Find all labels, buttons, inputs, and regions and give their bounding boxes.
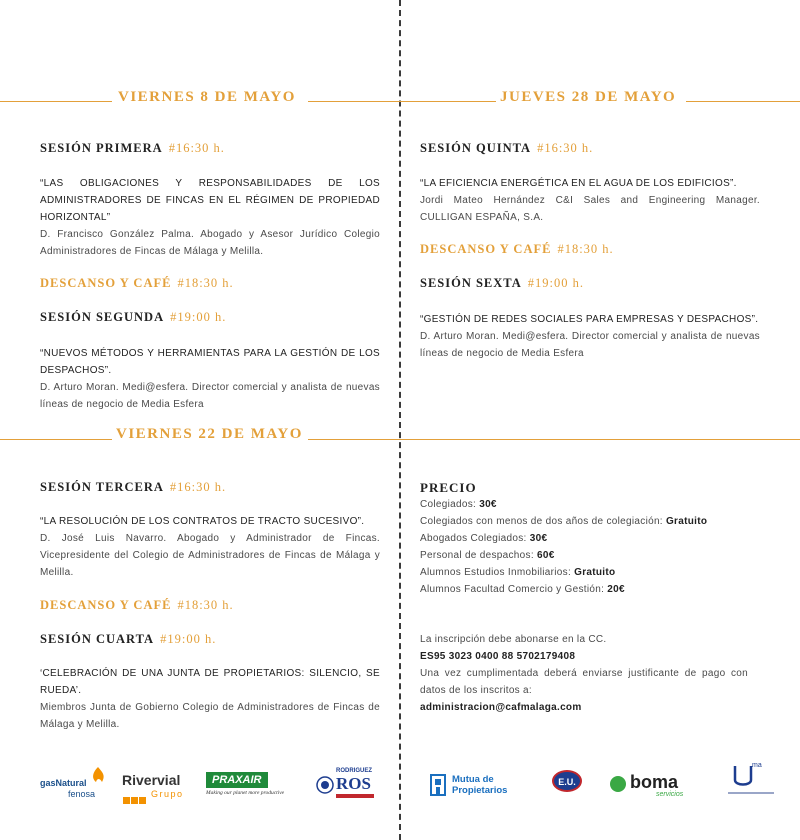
break-day1	[40, 276, 234, 291]
payment-info	[420, 631, 748, 716]
rule-day3-left	[0, 439, 112, 440]
price-value: Gratuito	[574, 567, 616, 578]
payment-instructions: Una vez cumplimentada deberá enviarse justificante de pago con datos de los inscritos a:	[420, 668, 748, 696]
eu-text: E.U.	[558, 777, 576, 787]
session-tercera	[40, 480, 226, 495]
session-name: SESIÓN PRIMERA	[40, 141, 163, 155]
break-name: DESCANSO Y CAFÉ	[40, 598, 172, 612]
break-time: #18:30 h.	[177, 276, 234, 290]
rivervial-grupo: Grupo	[151, 789, 184, 799]
session-name: SESIÓN SEGUNDA	[40, 310, 165, 324]
talk-speaker: D. Arturo Moran. Medi@esfera. Director comercial y analista de nuevas líneas de negocio de Media Esfera	[40, 382, 380, 410]
uma-emblem-icon	[732, 764, 754, 790]
talk-title: ‘CELEBRACIÓN DE UNA JUNTA DE PROPIETARIOS: SILENCIO, SE RUEDA’.	[40, 668, 380, 696]
talk-quinta	[420, 175, 760, 226]
break-time: #18:30 h.	[557, 242, 614, 256]
talk-speaker: D. Francisco González Palma. Abogado y Asesor Jurídico Colegio Administradores de Fincas de Málaga y Melilla.	[40, 229, 380, 257]
ros-red-bar	[336, 794, 374, 798]
talk-title: “LA RESOLUCIÓN DE LOS CONTRATOS DE TRACTO SUCESIVO”.	[40, 516, 365, 527]
talk-speaker: Miembros Junta de Gobierno Colegio de Administradores de Fincas de Málaga y Melilla.	[40, 702, 380, 730]
contact-email[interactable]: administracion@cafmalaga.com	[420, 702, 582, 713]
talk-speaker: Jordi Mateo Hernández C&I Sales and Engineering Manager. CULLIGAN ESPAÑA, S.A.	[420, 195, 760, 223]
day-header-viernes-22: VIERNES 22 DE MAYO	[112, 426, 307, 443]
boma-servicios: servicios	[656, 791, 684, 798]
talk-title: “LAS OBLIGACIONES Y RESPONSABILIDADES DE LOS ADMINISTRADORES DE FINCAS EN EL RÉGIMEN DE PROPIEDAD HORIZONTAL”	[40, 178, 380, 223]
price-value: 60€	[536, 550, 555, 561]
talk-cuarta	[40, 665, 380, 733]
price-label: Colegiados con menos de dos años de colegiación:	[420, 516, 666, 527]
break-time: #18:30 h.	[177, 598, 234, 612]
talk-title: “GESTIÓN DE REDES SOCIALES PARA EMPRESAS Y DESPACHOS”.	[420, 314, 759, 325]
ros-emblem-icon	[316, 776, 334, 794]
price-item	[420, 581, 780, 598]
talk-primera	[40, 175, 380, 260]
talk-title: “LA EFICIENCIA ENERGÉTICA EN EL AGUA DE LOS EDIFICIOS”.	[420, 178, 737, 189]
price-value: 30€	[479, 499, 497, 510]
rule-day2-right	[686, 101, 800, 102]
price-label: Personal de despachos:	[420, 550, 537, 561]
account-number: ES95 3023 0400 88 5702179408	[420, 651, 576, 662]
session-time: #19:00 h.	[170, 310, 227, 324]
talk-tercera	[40, 513, 380, 581]
break-day3	[40, 598, 234, 613]
price-item	[420, 547, 780, 564]
logo-eu	[550, 770, 586, 800]
price-item	[420, 513, 780, 530]
price-label: Abogados Colegiados:	[420, 533, 530, 544]
rule-day1-right	[308, 101, 400, 102]
talk-title: “NUEVOS MÉTODOS Y HERRAMIENTAS PARA LA GESTIÓN DE LOS DESPACHOS”.	[40, 348, 380, 376]
price-item	[420, 564, 780, 581]
boma-wordmark: boma	[630, 772, 679, 792]
session-name: SESIÓN SEXTA	[420, 276, 522, 290]
session-name: SESIÓN CUARTA	[40, 632, 155, 646]
day-header-viernes-8: VIERNES 8 DE MAYO	[114, 89, 300, 106]
flame-icon	[88, 766, 108, 784]
price-value: 30€	[529, 533, 548, 544]
price-label: Alumnos Estudios Inmobiliarios:	[420, 567, 575, 578]
rivervial-squares	[123, 791, 149, 799]
rule-day1-left	[0, 101, 112, 102]
mutua-line1: Mutua de	[452, 774, 494, 785]
price-label: Colegiados:	[420, 499, 480, 510]
rule-day2-left	[400, 101, 496, 102]
praxair-tagline: Making our planet more productive	[206, 790, 285, 796]
logo-universidad-malaga	[728, 762, 778, 802]
talk-speaker: D. José Luis Navarro. Abogado y Administrador de Fincas. Vicepresidente del Colegio de Administradores de Fincas de Málaga y Melilla.	[40, 533, 380, 578]
logo-rivervial	[122, 772, 194, 804]
gas-natural-wordmark: gasNatural	[40, 778, 87, 788]
payment-line: La inscripción debe abonarse en la CC.	[420, 634, 607, 645]
session-time: #16:30 h.	[168, 141, 225, 155]
rule-day3-right	[308, 439, 800, 440]
building-icon	[430, 774, 446, 796]
price-heading: PRECIO	[420, 480, 477, 495]
session-segunda	[40, 310, 226, 325]
talk-speaker: D. Arturo Moran. Medi@esfera. Director comercial y analista de nuevas líneas de negocio de Media Esfera	[420, 331, 760, 359]
uma-caption-bar	[728, 792, 774, 794]
logo-rodriguez-ros	[316, 768, 376, 802]
fold-divider	[399, 0, 401, 840]
logo-mutua-propietarios	[430, 772, 530, 800]
logo-boma	[610, 772, 690, 800]
price-value: Gratuito	[665, 516, 708, 527]
fenosa-wordmark: fenosa	[68, 789, 96, 799]
praxair-text: PRAXAIR	[212, 774, 262, 786]
session-time: #16:30 h.	[169, 480, 227, 494]
logo-gas-natural-fenosa	[40, 766, 110, 806]
boma-leaf-icon	[610, 776, 626, 792]
uma-sup: ma	[752, 762, 762, 769]
day-header-jueves-28: JUEVES 28 DE MAYO	[496, 89, 680, 106]
eu-badge	[552, 770, 582, 792]
ros-wordmark: ROS	[336, 774, 371, 793]
price-label: Alumnos Facultad Comercio y Gestión:	[420, 584, 608, 595]
session-name: SESIÓN QUINTA	[420, 141, 532, 155]
price-list	[420, 496, 780, 598]
session-quinta	[420, 141, 593, 156]
logo-praxair	[206, 772, 296, 802]
talk-segunda	[40, 345, 380, 413]
mutua-line2: Propietarios	[452, 785, 508, 796]
ros-top: RODRIGUEZ	[336, 768, 372, 774]
break-name: DESCANSO Y CAFÉ	[420, 242, 552, 256]
talk-sexta	[420, 311, 760, 362]
session-name: SESIÓN TERCERA	[40, 480, 164, 494]
session-time: #19:00 h.	[160, 632, 217, 646]
session-sexta	[420, 276, 584, 291]
price-item	[420, 530, 780, 547]
session-primera	[40, 141, 225, 156]
rivervial-wordmark: Rivervial	[122, 772, 181, 788]
price-value: 20€	[607, 584, 625, 595]
session-time: #16:30 h.	[537, 141, 594, 155]
praxair-wordmark	[206, 772, 268, 788]
break-name: DESCANSO Y CAFÉ	[40, 276, 172, 290]
break-day2	[420, 242, 614, 257]
session-time: #19:00 h.	[527, 276, 584, 290]
session-cuarta	[40, 632, 216, 647]
price-item	[420, 496, 780, 513]
